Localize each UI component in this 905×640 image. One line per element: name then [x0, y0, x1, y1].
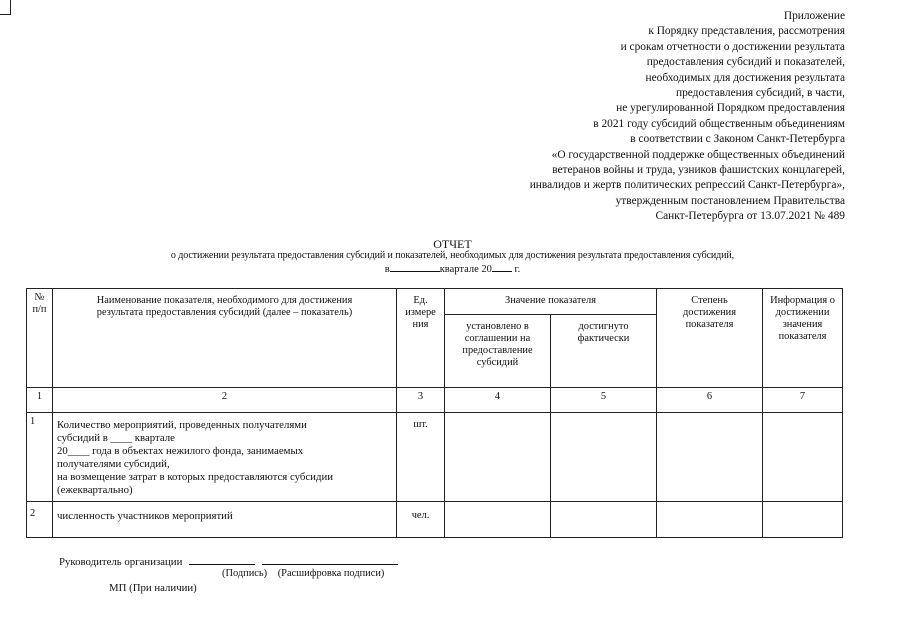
appendix-line: предоставления субсидий, в части, — [675, 87, 845, 100]
appendix-line: в 2021 году субсидий общественным объединениям — [593, 117, 845, 130]
stamp-label: МП (При наличии) — [109, 582, 197, 594]
row-unit: чел. — [397, 502, 445, 538]
appendix-line: утвержденным постановлением Правительства — [615, 194, 845, 207]
column-number: 6 — [657, 388, 763, 413]
page-corner-mark — [0, 0, 11, 15]
appendix-line: необходимых для достижения результата — [645, 71, 845, 84]
header-name: Наименование показателя, необходимого для достижения результата предоставления субсидий (далее – показатель) — [53, 289, 397, 388]
table-row — [27, 413, 843, 502]
header-value: Значение показателя — [445, 289, 657, 315]
header-value-set: установлено в соглашении на предоставление субсидий — [445, 315, 551, 388]
row-degree-cell — [657, 413, 763, 502]
appendix-line: к Порядку представления, рассмотрения — [648, 25, 845, 38]
column-number: 3 — [397, 388, 445, 413]
appendix-line: и срокам отчетности о достижении результата — [620, 40, 845, 53]
appendix-line: «О государственной поддержке общественных объединений — [551, 148, 845, 161]
row-name — [53, 413, 397, 502]
row-name-line: (ежеквартально) — [57, 484, 133, 496]
report-heading: ОТЧЕТ — [433, 237, 472, 251]
row-name — [53, 502, 397, 538]
row-unit: шт. — [397, 413, 445, 502]
column-number: 2 — [53, 388, 397, 413]
appendix-line: не урегулированной Порядком предоставления — [616, 102, 845, 115]
column-number: 1 — [27, 388, 53, 413]
row-info-cell — [763, 502, 843, 538]
column-number: 5 — [551, 388, 657, 413]
row-value-set-cell — [445, 502, 551, 538]
signature-hints — [222, 568, 384, 579]
header-value-actual: достигнуто фактически — [551, 315, 657, 388]
quarter-blank — [390, 262, 440, 272]
row-name-line: 20____ года в объектах нежилого фонда, занимаемых — [57, 445, 304, 457]
appendix-line: в соответствии с Законом Санкт-Петербурга — [630, 133, 845, 146]
signature-line — [59, 554, 398, 568]
row-degree-cell — [657, 502, 763, 538]
appendix-line: инвалидов и жертв политических репрессий Санкт-Петербурга», — [529, 179, 845, 192]
row-num: 2 — [27, 502, 53, 538]
row-value-actual-cell — [551, 413, 657, 502]
header-degree: Степень достижения показателя — [657, 289, 763, 388]
row-num: 1 — [27, 413, 53, 502]
period-prefix: в — [384, 264, 390, 275]
row-name-line: получателями субсидий, — [57, 458, 170, 470]
row-value-set-cell — [445, 413, 551, 502]
report-period — [0, 262, 905, 275]
row-name-line: Количество мероприятий, проведенных получателями — [57, 419, 307, 431]
column-number: 7 — [763, 388, 843, 413]
period-year-prefix: 20 — [481, 264, 492, 275]
row-info-cell — [763, 413, 843, 502]
header-info: Информация о достижении значения показателя — [763, 289, 843, 388]
appendix-line: предоставления субсидий и показателей, — [646, 56, 845, 69]
row-name-line: на возмещение затрат в которых предоставляются субсидии — [57, 471, 333, 483]
appendix-line: Санкт-Петербурга от 13.07.2021 № 489 — [655, 210, 845, 223]
row-name-line: субсидий в ____ квартале — [57, 432, 175, 444]
hint-decoding: (Расшифровка подписи) — [277, 568, 385, 579]
column-number: 4 — [445, 388, 551, 413]
decoding-blank — [262, 554, 398, 565]
signature-blank — [189, 554, 255, 565]
header-unit: Ед. измере ния — [397, 289, 445, 388]
row-value-actual-cell — [551, 502, 657, 538]
report-table — [26, 288, 843, 538]
appendix-block — [425, 9, 845, 225]
period-suffix: г. — [514, 264, 521, 275]
table-header-row — [27, 289, 843, 315]
period-quarter-label: квартале — [439, 264, 479, 275]
row-name-line: численность участников мероприятий — [57, 510, 233, 522]
header-num: № п/п — [27, 289, 53, 388]
hint-signature: (Подпись) — [222, 568, 268, 579]
report-subtitle: о достижении результата предоставления субсидий и показателей, необходимых для достижения результата предоставления субсидий, — [170, 250, 735, 261]
appendix-line: Приложение — [783, 10, 845, 22]
appendix-line: ветеранов войны и труда, узников фашистских концлагерей, — [552, 164, 845, 177]
signature-label: Руководитель организации — [59, 556, 183, 568]
year-blank — [492, 262, 512, 272]
table-row — [27, 502, 843, 538]
column-number-row — [27, 388, 843, 413]
